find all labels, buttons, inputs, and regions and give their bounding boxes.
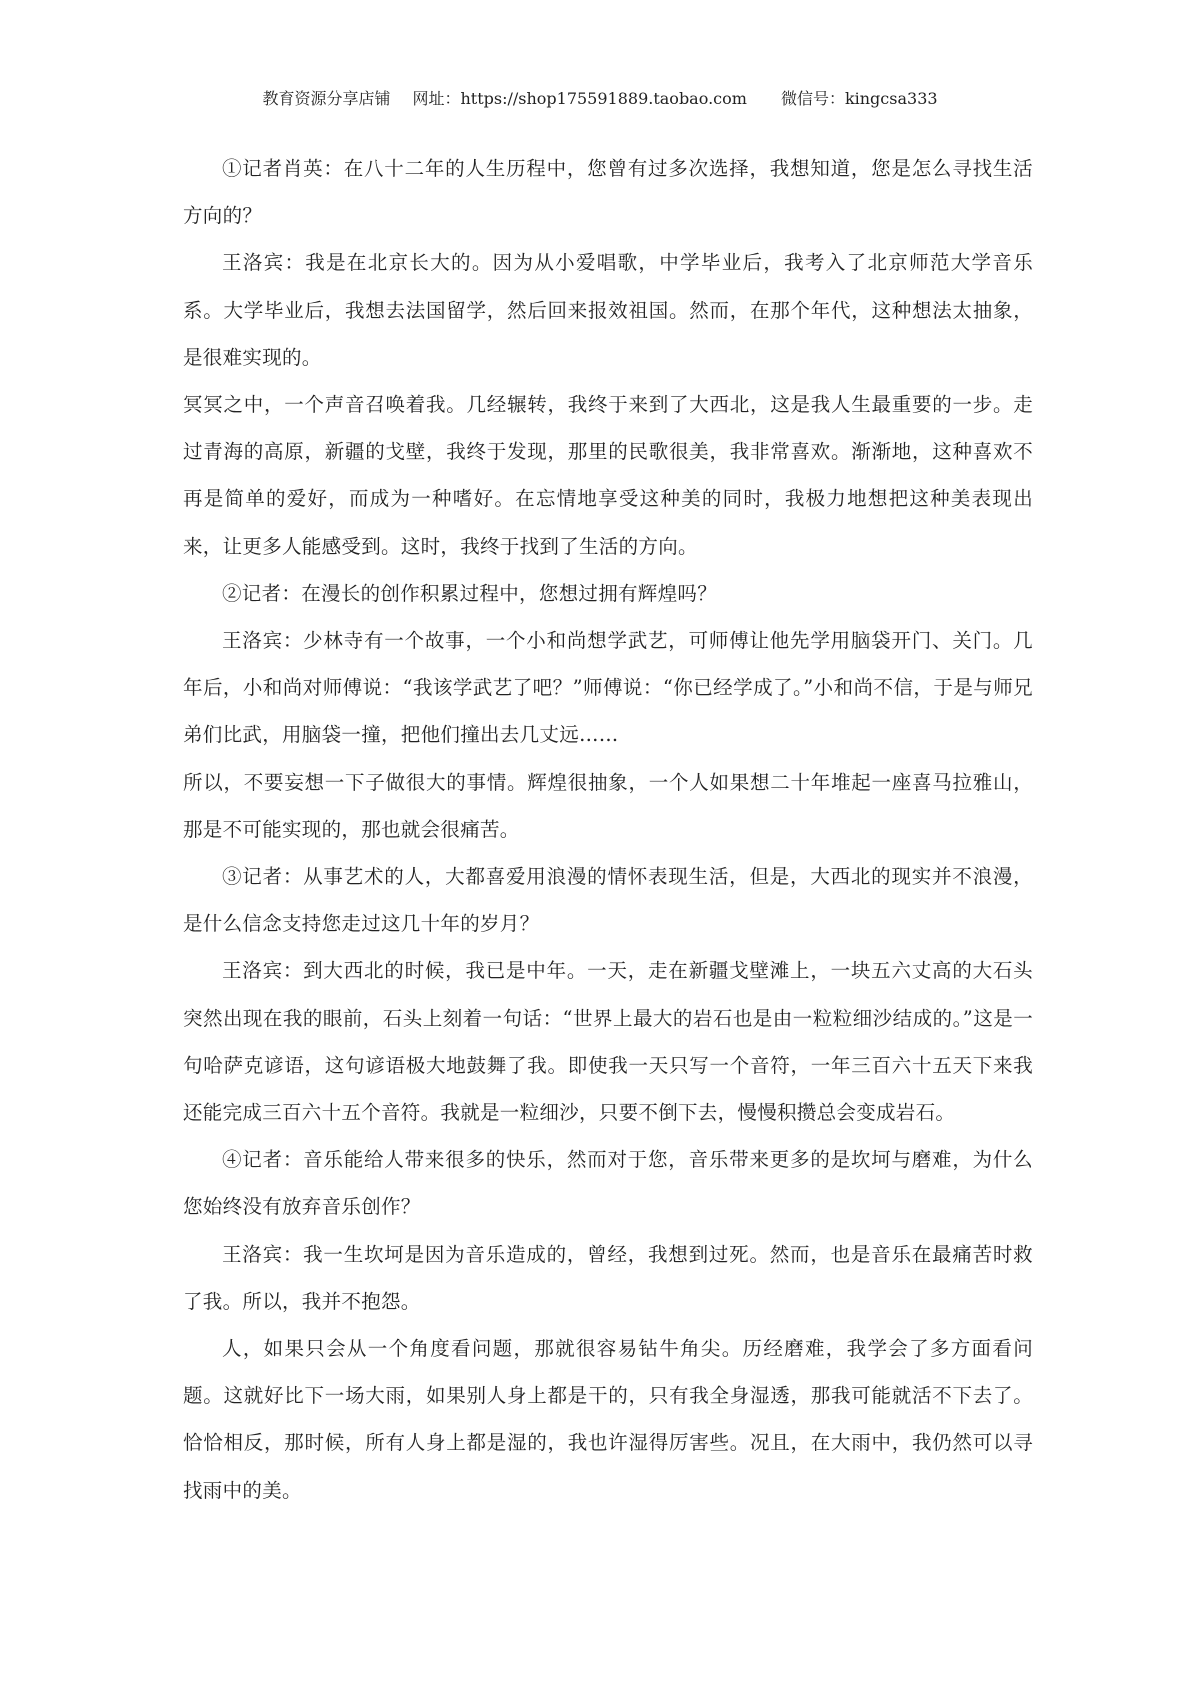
paragraph-a2-cont: 所以，不要妄想一下子做很大的事情。辉煌很抽象，一个人如果想二十年堆起一座喜马拉雅山，那是不可能实现的，那也就会很痛苦。 xyxy=(183,770,1033,841)
paragraph-q4: ④记者：音乐能给人带来很多的快乐，然而对于您，音乐带来更多的是坎坷与磨难，为什么您始终没有放弃音乐创作？ xyxy=(183,1148,1033,1219)
paragraph-a1-cont: 冥冥之中，一个声音召唤着我。几经辗转，我终于来到了大西北，这是我人生最重要的一步。走过青海的高原，新疆的戈壁，我终于发现，那里的民歌很美，我非常喜欢。渐渐地，这种喜欢不再是简单的爱好，而成为一种嗜好。在忘情地享受这种美的同时，我极力地想把这种美表现出来，让更多人能感受到。这时，我终于找到了生活的方向。 xyxy=(183,393,1033,558)
paragraph-a1: 王洛宾：我是在北京长大的。因为从小爱唱歌，中学毕业后，我考入了北京师范大学音乐系。大学毕业后，我想去法国留学，然后回来报效祖国。然而，在那个年代，这种想法太抽象，是很难实现的。 xyxy=(183,251,1033,369)
paragraph-a4-cont: 人，如果只会从一个角度看问题，那就很容易钻牛角尖。历经磨难，我学会了多方面看问题。这就好比下一场大雨，如果别人身上都是干的，只有我全身湿透，那我可能就活不下去了。恰恰相反，那时候，所有人身上都是湿的，我也许湿得厉害些。况且，在大雨中，我仍然可以寻找雨中的美。 xyxy=(183,1337,1033,1502)
wechat-id: 微信号：kingcsa333 xyxy=(780,89,938,108)
shop-name: 教育资源分享店铺 xyxy=(262,89,391,108)
paragraph-a2: 王洛宾：少林寺有一个故事，一个小和尚想学武艺，可师傅让他先学用脑袋开门、关门。几年后，小和尚对师傅说：“我该学武艺了吧？”师傅说：“你已经学成了。”小和尚不信，于是与师兄弟们比武，用脑袋一撞，把他们撞出去几丈远…… xyxy=(183,629,1033,747)
article-body xyxy=(183,145,1033,1514)
paragraph-q3: ③记者：从事艺术的人，大都喜爱用浪漫的情怀表现生活，但是，大西北的现实并不浪漫，是什么信念支持您走过这几十年的岁月？ xyxy=(183,865,1033,936)
paragraph-q2: ②记者：在漫长的创作积累过程中，您想过拥有辉煌吗？ xyxy=(222,581,718,605)
shop-website: 网址：https://shop175591889.taobao.com xyxy=(412,89,747,108)
paragraph-a4: 王洛宾：我一生坎坷是因为音乐造成的，曾经，我想到过死。然而，也是音乐在最痛苦时救了我。所以，我并不抱怨。 xyxy=(183,1242,1033,1313)
paragraph-q1: ①记者肖英：在八十二年的人生历程中，您曾有过多次选择，我想知道，您是怎么寻找生活方向的？ xyxy=(183,157,1033,228)
page-header xyxy=(0,88,1200,110)
paragraph-a3: 王洛宾：到大西北的时候，我已是中年。一天，走在新疆戈壁滩上，一块五六丈高的大石头突然出现在我的眼前，石头上刻着一句话：“世界上最大的岩石也是由一粒粒细沙结成的。”这是一句哈萨克谚语，这句谚语极大地鼓舞了我。即使我一天只写一个音符，一年三百六十五天下来我还能完成三百六十五个音符。我就是一粒细沙，只要不倒下去，慢慢积攒总会变成岩石。 xyxy=(183,959,1033,1125)
